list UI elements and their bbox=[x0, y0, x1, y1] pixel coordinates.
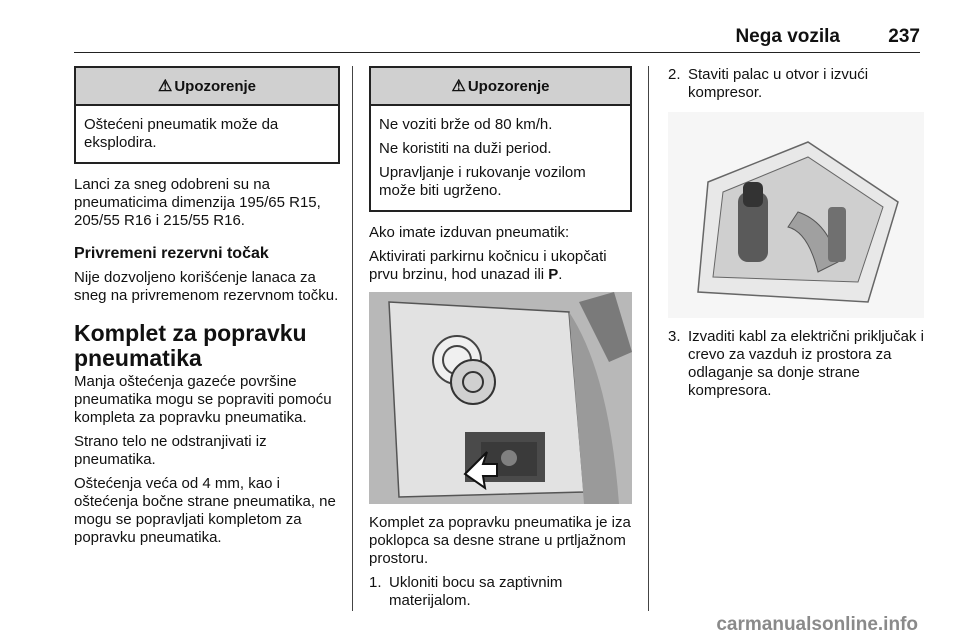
warning-text: Oštećeni pneumatik može da eksplodira. bbox=[84, 116, 279, 151]
list-item: 2. Staviti palac u otvor i izvući kompresor. bbox=[668, 66, 869, 101]
paragraph: Ako imate izduvan pneumatik: bbox=[369, 224, 570, 241]
page-header bbox=[74, 26, 920, 53]
compressor-illustration bbox=[668, 112, 924, 318]
section-title: Nega vozila bbox=[735, 26, 840, 47]
steps-list bbox=[668, 328, 924, 400]
page-number: 237 bbox=[888, 26, 920, 47]
paragraph: Aktivirati parkirnu kočnicu i ukopčati prvu brzinu, hod unazad ili P. bbox=[369, 248, 607, 283]
paragraph: Manja oštećenja gazeće površine pneumatika mogu se popraviti pomoću kompleta za popravku pneumatika. bbox=[74, 373, 332, 426]
warning-line: Ne koristiti na duži period. bbox=[379, 140, 552, 157]
warning-box bbox=[369, 66, 632, 212]
figure-caption: Komplet za popravku pneumatika je iza poklopca sa desne strane u prtljažnom prostoru. bbox=[369, 514, 631, 567]
watermark: carmanualsonline.info bbox=[716, 614, 918, 635]
warning-triangle-icon: ⚠ bbox=[157, 78, 173, 95]
warning-header bbox=[371, 68, 630, 106]
paragraph: Nije dozvoljeno korišćenje lanaca za sneg na privremenom rezervnom točku. bbox=[74, 269, 339, 304]
warning-box bbox=[74, 66, 340, 164]
warning-line: Ne voziti brže od 80 km/h. bbox=[379, 116, 553, 133]
warning-header bbox=[76, 68, 338, 106]
warning-triangle-icon: ⚠ bbox=[451, 78, 466, 95]
column-1 bbox=[74, 66, 340, 553]
trunk-panel-illustration bbox=[369, 292, 632, 504]
compressor-drawing bbox=[668, 112, 924, 318]
column-2 bbox=[369, 66, 632, 616]
steps-list bbox=[668, 66, 924, 102]
heading-repair-kit: Komplet za popravku pneumatika bbox=[74, 320, 307, 371]
paragraph: Strano telo ne odstranjivati iz pneumatika. bbox=[74, 433, 267, 468]
steps-list bbox=[369, 574, 632, 610]
warning-line: Upravljanje i rukovanje vozilom može biti ugrženo. bbox=[379, 164, 586, 199]
trunk-panel-drawing bbox=[369, 292, 632, 504]
paragraph: Oštećenja veća od 4 mm, kao i oštećenja bočne strane pneumatika, ne mogu se popravljati kompletom za popravku pneumatika. bbox=[74, 475, 336, 546]
column-divider bbox=[648, 66, 649, 611]
list-item: 1. Ukloniti bocu sa zaptivnim materijalom. bbox=[369, 574, 563, 609]
paragraph: Lanci za sneg odobreni su na pneumaticima dimenzija 195/65 R15, 205/55 R16 i 215/55 R16. bbox=[74, 176, 321, 229]
heading-spare-wheel: Privremeni rezervni točak bbox=[74, 245, 269, 262]
column-3 bbox=[668, 66, 924, 406]
list-item: 3. Izvaditi kabl za električni priključak i crevo za vazduh iz prostora za odlaganje sa donje strane kompresora. bbox=[668, 328, 924, 399]
warning-title: Upozorenje bbox=[467, 77, 550, 95]
warning-title: Upozorenje bbox=[174, 77, 257, 95]
column-divider bbox=[352, 66, 353, 611]
